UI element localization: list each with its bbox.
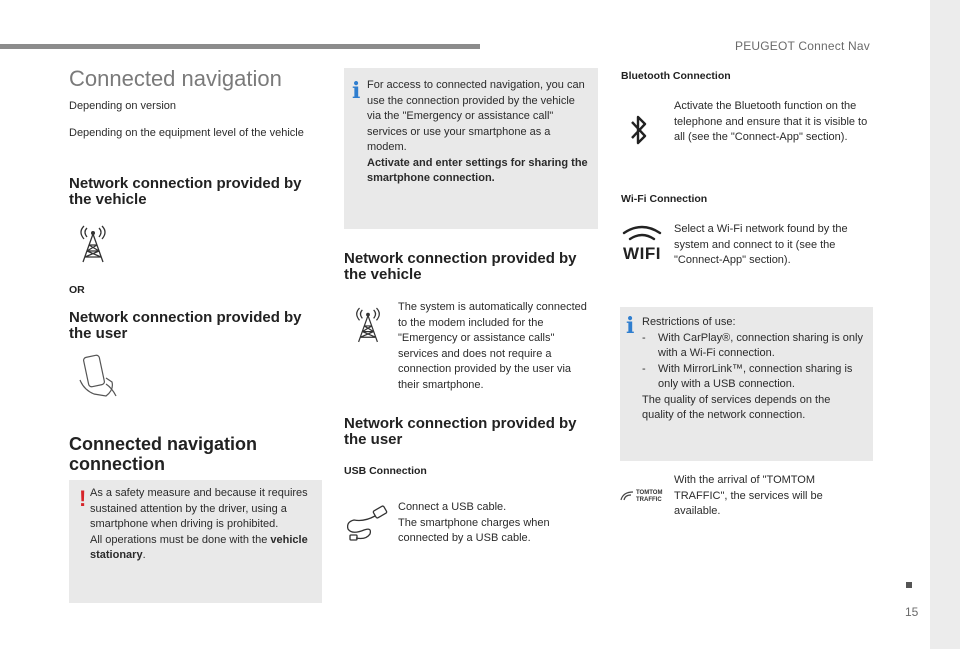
tomtom-text: With the arrival of "TOMTOM TRAFFIC", the services will be available. (674, 474, 823, 517)
bluetooth-text: Activate the Bluetooth function on the telephone and ensure that it is visible to all (see the "Connect-App" section). (674, 100, 868, 143)
vehicle-network-title: Network connection provided by the vehicle (344, 250, 577, 283)
connection-title: Connected navigation connection (69, 434, 258, 474)
equipment-note: Depending on the equipment level of the vehicle (69, 127, 304, 139)
restriction-item: - With MirrorLink™, connection sharing is only with a USB connection. (642, 362, 864, 393)
info-sentence: For access to connected navigation, you can use the connection provided by the vehicle via the "Emergency or assistance call" services or use your smartphone as a modem. (367, 79, 585, 153)
warning-box (69, 480, 322, 603)
top-rule (0, 44, 480, 49)
info-box-connected-navigation (344, 68, 598, 229)
restriction-mirrorlink: With MirrorLink™, connection sharing is only with a USB connection. (658, 362, 853, 390)
warning-icon: ! (79, 486, 87, 511)
info-text (367, 78, 591, 187)
bluetooth-title: Bluetooth Connection (621, 70, 731, 82)
bluetooth-icon (628, 112, 650, 148)
page-number: 15 (905, 605, 919, 619)
restrictions-intro: Restrictions of use: (642, 316, 736, 328)
wifi-icon-label: WIFI (623, 244, 661, 263)
tomtom-label-2: TRAFFIC (636, 496, 662, 503)
page-title: Connected navigation (69, 66, 282, 91)
vehicle-network-text: The system is automatically connected to the modem included for the "Emergency or assistance calls" services and does not require a connection provided by the user via their smartphone. (398, 301, 587, 391)
wifi-text: Select a Wi-Fi network found by the system and connect to it (see the "Connect-App" section). (674, 223, 848, 266)
network-vehicle-title: Network connection provided by the vehicle (69, 175, 302, 208)
warning-sentence-2: All operations must be done with the (90, 533, 268, 546)
smartphone-hand-icon (76, 354, 118, 400)
antenna-icon (352, 306, 384, 344)
tomtom-icon-label (636, 490, 666, 503)
wifi-title: Wi-Fi Connection (621, 193, 708, 205)
end-of-section-mark (906, 582, 912, 588)
info-bold: Activate and enter settings for sharing the smartphone connection. (367, 156, 588, 184)
info-icon: i (352, 78, 361, 104)
warning-sentence: As a safety measure and because it requires sustained attention by the driver, using a smartphone when driving is prohibited. (90, 487, 308, 530)
warning-text (90, 486, 318, 564)
warning-end: . (142, 549, 146, 561)
usb-text (398, 500, 593, 547)
wifi-icon (620, 224, 664, 262)
usb-title: USB Connection (344, 465, 427, 477)
right-margin-strip (930, 0, 960, 649)
usb-text-2: The smartphone charges when connected by a USB cable. (398, 516, 550, 544)
restrictions-quality: The quality of services depends on the quality of the network connection. (642, 393, 831, 421)
user-network-title: Network connection provided by the user (344, 415, 577, 448)
restriction-carplay: With CarPlay®, connection sharing is only with a Wi-Fi connection. (658, 331, 863, 359)
restrictions-text (642, 315, 864, 424)
antenna-icon (76, 224, 110, 264)
header-brand: PEUGEOT Connect Nav (735, 39, 870, 53)
usb-text-1: Connect a USB cable. (398, 501, 507, 513)
tomtom-label-1: TOMTOM (636, 490, 663, 496)
info-icon: i (626, 313, 635, 339)
warning-bold: vehicle stationary (90, 533, 308, 561)
restrictions-box (620, 307, 873, 461)
network-user-title: Network connection provided by the user (69, 309, 302, 342)
restriction-item: - With CarPlay®, connection sharing is only with a Wi-Fi connection. (642, 331, 864, 362)
version-note: Depending on version (69, 100, 177, 112)
usb-cable-icon (344, 504, 390, 544)
tomtom-traffic-icon (620, 490, 666, 503)
or-label: OR (69, 284, 85, 296)
